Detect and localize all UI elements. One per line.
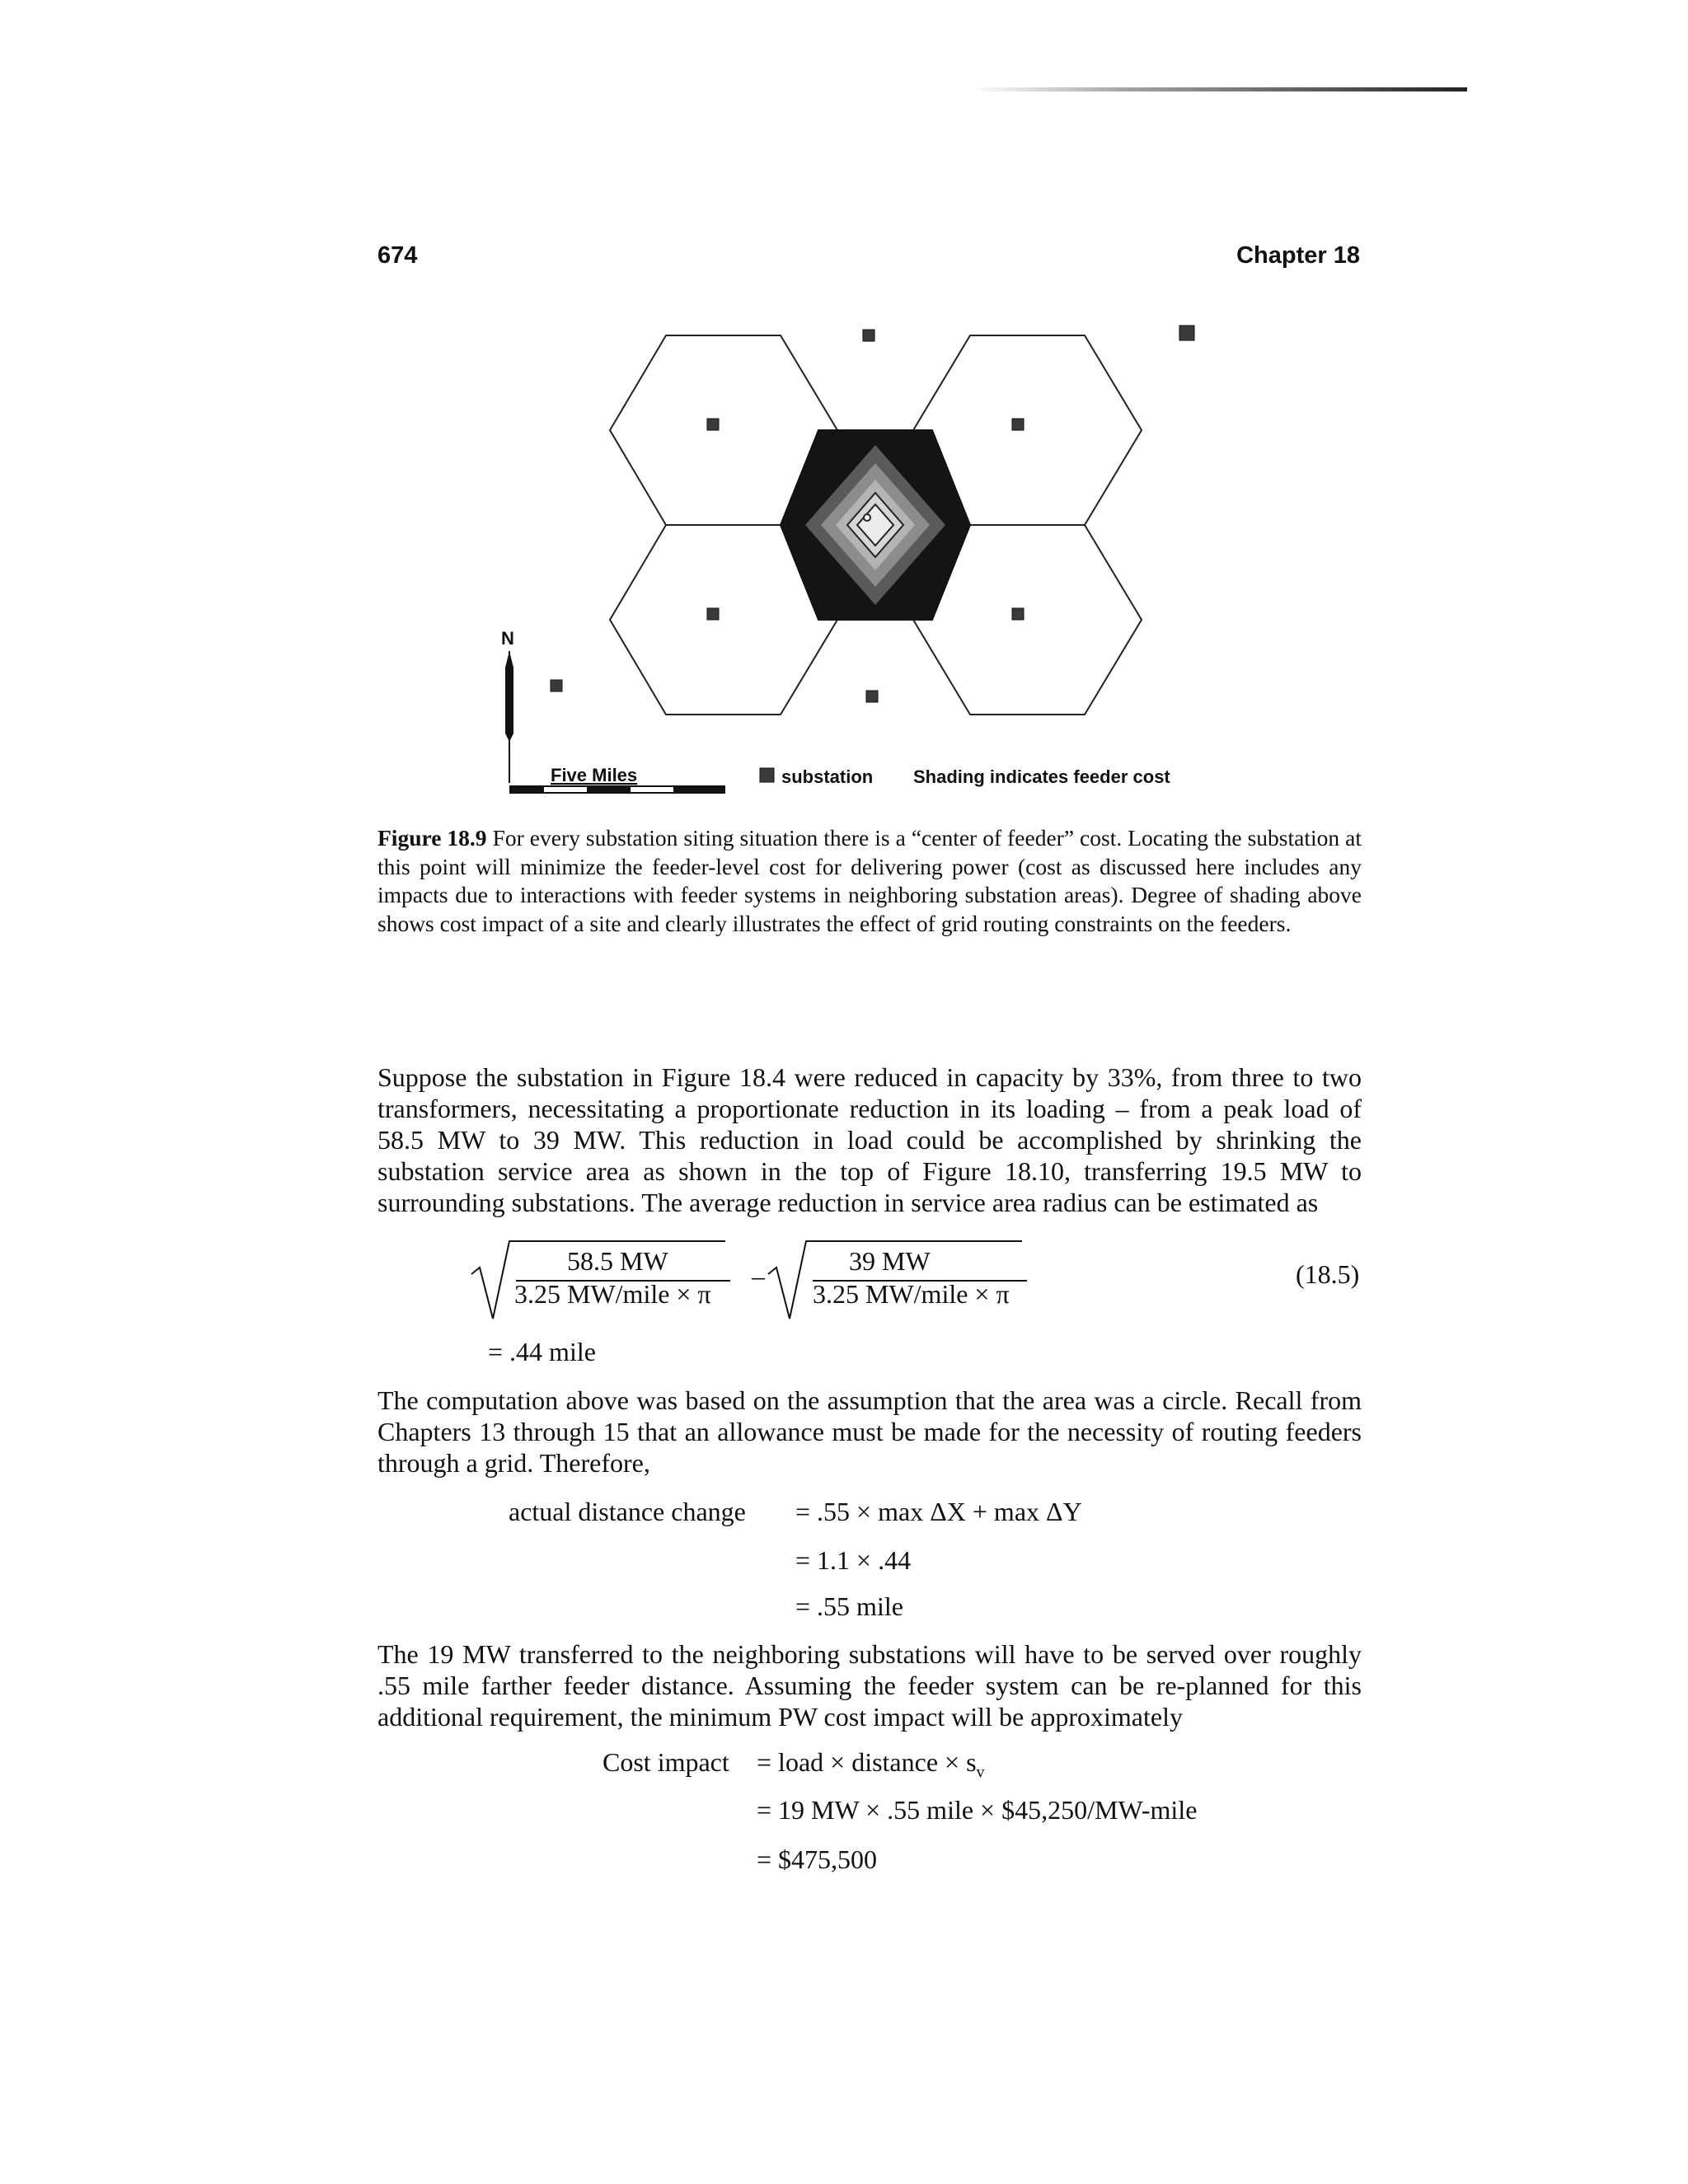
caption-label: Figure 18.9 <box>377 825 487 851</box>
page-number: 674 <box>377 242 418 269</box>
scale-label: Five Miles <box>551 765 638 785</box>
legend-substation-label: substation <box>781 766 874 787</box>
distance-line-1: = .55 × max ΔX + max ΔY <box>795 1497 1082 1526</box>
eq-denominator-1: 3.25 MW/mile × π <box>514 1279 711 1309</box>
scale-bar <box>509 765 725 794</box>
distance-label: actual distance change <box>509 1497 746 1526</box>
cost-line-2: = 19 MW × .55 mile × $45,250/MW-mile <box>757 1795 1198 1825</box>
cost-line-1 <box>757 1747 985 1782</box>
paragraph-3: The 19 MW transferred to the neighboring substations will have to be served over roughly .55 mile farther feeder distance. Assuming the feeder system can be re-planned for this additional requirement, the minimum PW cost impact will be approximately <box>377 1639 1362 1732</box>
distance-line-3: = .55 mile <box>795 1591 903 1621</box>
eq-minus: – <box>752 1261 765 1291</box>
paragraph-2: The computation above was based on the assumption that the area was a circle. Recall from Chapters 13 through 15 that an allowance must be made for the necessity of routing feeders through a grid. Therefore, <box>377 1385 1362 1478</box>
top-rule <box>973 87 1467 91</box>
substation-left-upper <box>707 419 719 430</box>
equation-number: (18.5) <box>1296 1259 1360 1289</box>
center-shading <box>781 430 970 620</box>
figure-hex-diagram <box>462 313 1401 808</box>
cost-line-1-sub: v <box>976 1763 985 1782</box>
equation-radicals <box>462 1233 1039 1324</box>
substation-top-center <box>863 330 874 341</box>
substation-right-upper <box>1012 419 1024 430</box>
substation-bottom-left <box>551 680 562 691</box>
legend-shading-label: Shading indicates feeder cost <box>913 766 1170 787</box>
substation-top-corner <box>1179 326 1194 340</box>
paragraph-1: Suppose the substation in Figure 18.4 were reduced in capacity by 33%, from three to two transformers, necessitating a proportionate reduction in its loading – from a peak load of 58.5 MW to 39 MW. This reduction in load could be accomplished by shrinking the substation service area as shown in the top of Figure 18.10, transferring 19.5 MW to surrounding substations. The average reduction in service area radius can be estimated as <box>377 1062 1362 1217</box>
running-head: Chapter 18 <box>1236 242 1360 269</box>
north-label: N <box>501 628 514 649</box>
legend <box>760 766 1170 787</box>
north-arrow <box>501 628 514 783</box>
substation-bottom-center <box>866 691 878 702</box>
legend-substation-icon <box>760 768 774 782</box>
caption-text: For every substation siting situation there is a “center of feeder” cost. Locating the substation at this point will minimize the feeder-level cost for delivering power (cost as discussed here includes any impacts due to interactions with feeder systems in neighboring substation areas). Degree of shading above shows cost impact of a site and clearly illustrates the effect of grid routing constraints on the feeders. <box>377 825 1362 936</box>
substation-right-lower <box>1012 608 1024 620</box>
eq-numerator-2: 39 MW <box>849 1246 931 1276</box>
eq-denominator-2: 3.25 MW/mile × π <box>813 1279 1010 1309</box>
figure-caption <box>377 824 1362 938</box>
cost-label: Cost impact <box>603 1747 729 1777</box>
cost-line-1-main: = load × distance × s <box>757 1747 977 1777</box>
eq-numerator-1: 58.5 MW <box>567 1246 668 1276</box>
cost-line-3: = $475,500 <box>757 1844 878 1874</box>
distance-line-2: = 1.1 × .44 <box>795 1545 912 1575</box>
substation-left-lower <box>707 608 719 620</box>
eq-result: = .44 mile <box>488 1337 596 1366</box>
